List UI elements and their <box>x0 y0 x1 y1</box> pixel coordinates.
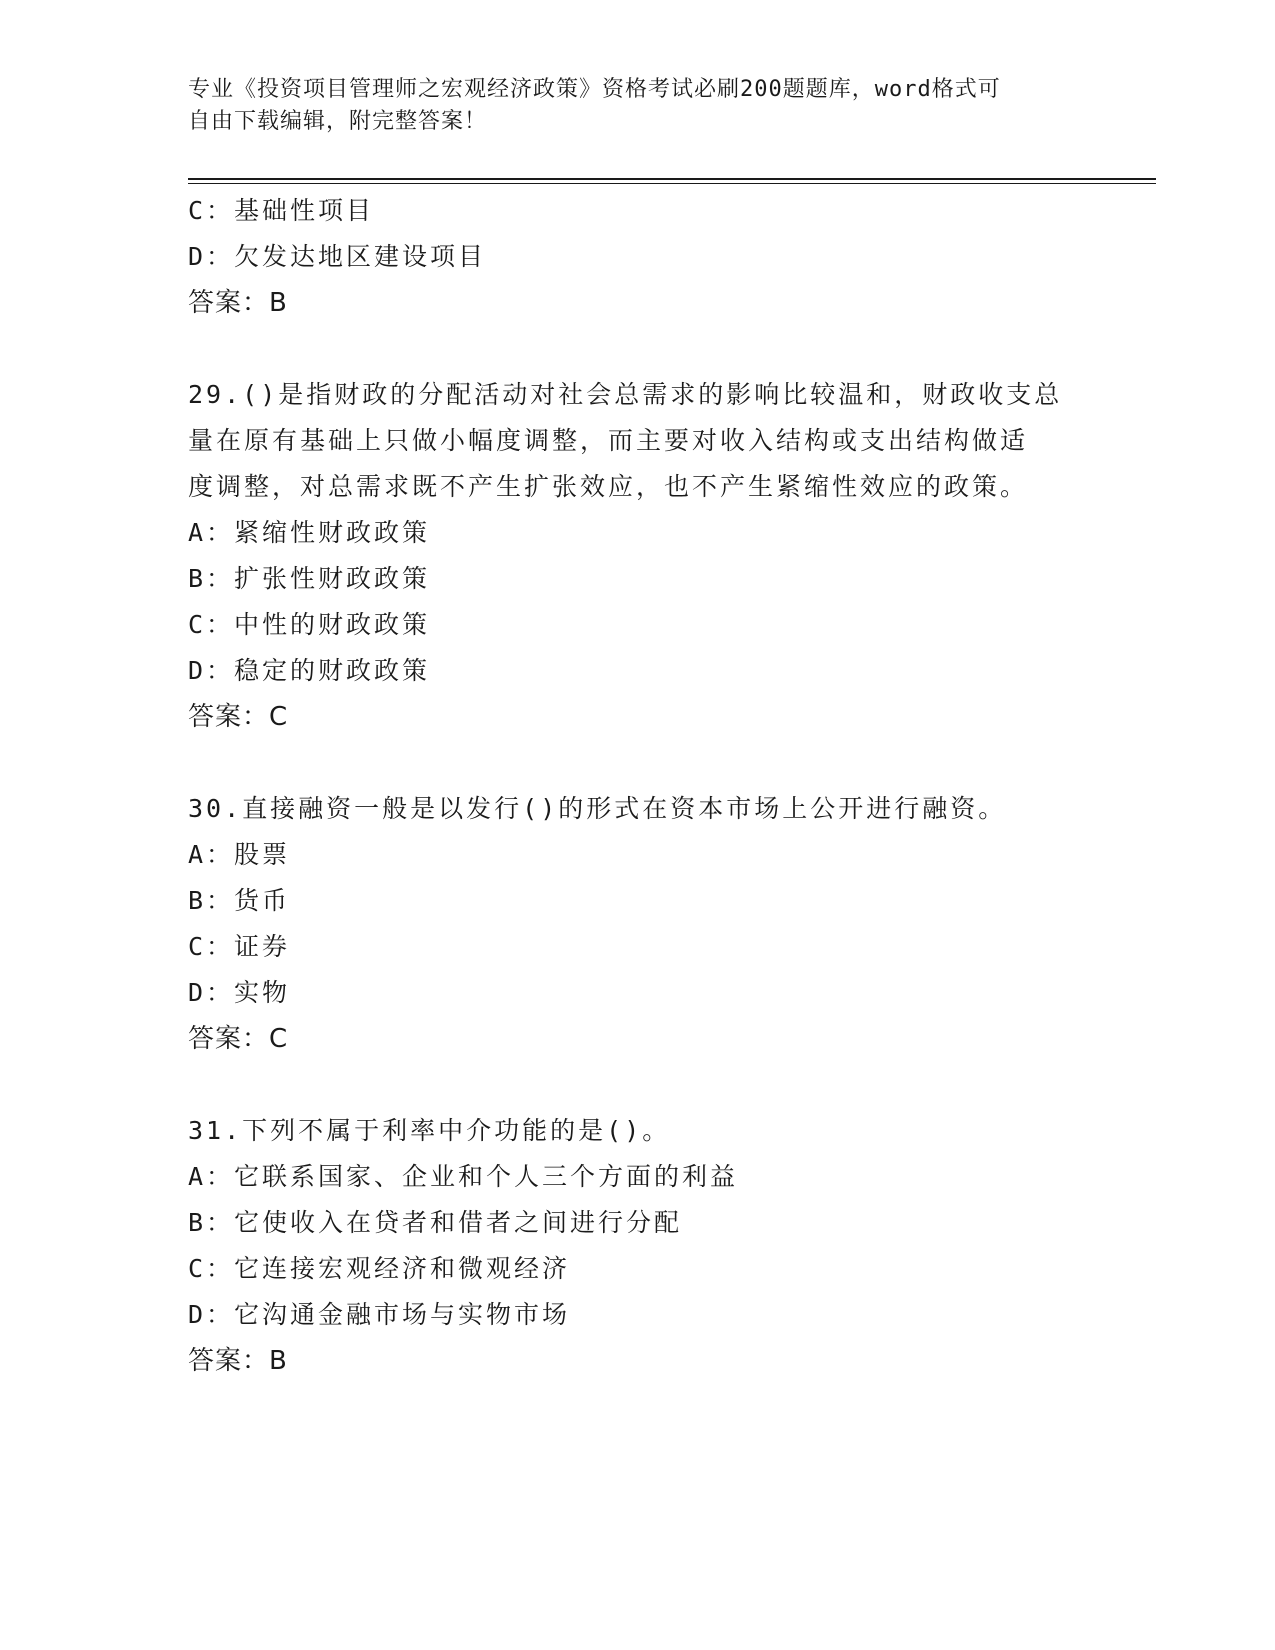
option-d: D：欠发达地区建设项目 <box>188 242 487 271</box>
answer-line: 答案：C <box>188 702 289 732</box>
option-a: A：紧缩性财政政策 <box>188 518 431 547</box>
question-31 <box>188 1108 1088 1384</box>
header-line-2: 自由下载编辑，附完整答案！ <box>188 109 488 134</box>
option-c: C：证券 <box>188 932 291 961</box>
header-line-1: 专业《投资项目管理师之宏观经济政策》资格考试必刷200题题库，word格式可 <box>188 77 1001 102</box>
option-b: B：它使收入在贷者和借者之间进行分配 <box>188 1208 683 1237</box>
spacer <box>188 326 1088 372</box>
question-stem: 29.()是指财政的分配活动对社会总需求的影响比较温和，财政收支总 <box>188 380 1063 409</box>
question-stem: 31.下列不属于利率中介功能的是()。 <box>188 1116 671 1145</box>
option-a: A：它联系国家、企业和个人三个方面的利益 <box>188 1162 739 1191</box>
option-a: A：股票 <box>188 840 291 869</box>
option-c: C：它连接宏观经济和微观经济 <box>188 1254 571 1283</box>
question-stem: 量在原有基础上只做小幅度调整，而主要对收入结构或支出结构做适 <box>188 426 1029 455</box>
spacer <box>188 1062 1088 1108</box>
document-header <box>188 74 1068 138</box>
option-d: D：它沟通金融市场与实物市场 <box>188 1300 571 1329</box>
option-c: C：基础性项目 <box>188 196 375 225</box>
spacer <box>188 740 1088 786</box>
question-29 <box>188 372 1088 740</box>
option-b: B：扩张性财政政策 <box>188 564 431 593</box>
question-list <box>188 188 1088 1384</box>
option-b: B：货币 <box>188 886 291 915</box>
answer-line: 答案：B <box>188 1346 288 1376</box>
option-d: D：稳定的财政政策 <box>188 656 431 685</box>
option-c: C：中性的财政政策 <box>188 610 431 639</box>
question-30 <box>188 786 1088 1062</box>
question-stem: 30.直接融资一般是以发行()的形式在资本市场上公开进行融资。 <box>188 794 1007 823</box>
answer-line: 答案：C <box>188 1024 289 1054</box>
header-rule-thick <box>188 178 1156 180</box>
question-28-tail <box>188 188 1088 326</box>
question-stem: 度调整，对总需求既不产生扩张效应，也不产生紧缩性效应的政策。 <box>188 472 1029 501</box>
header-rule-thin <box>188 183 1156 184</box>
answer-line: 答案：B <box>188 288 288 318</box>
option-d: D：实物 <box>188 978 291 1007</box>
